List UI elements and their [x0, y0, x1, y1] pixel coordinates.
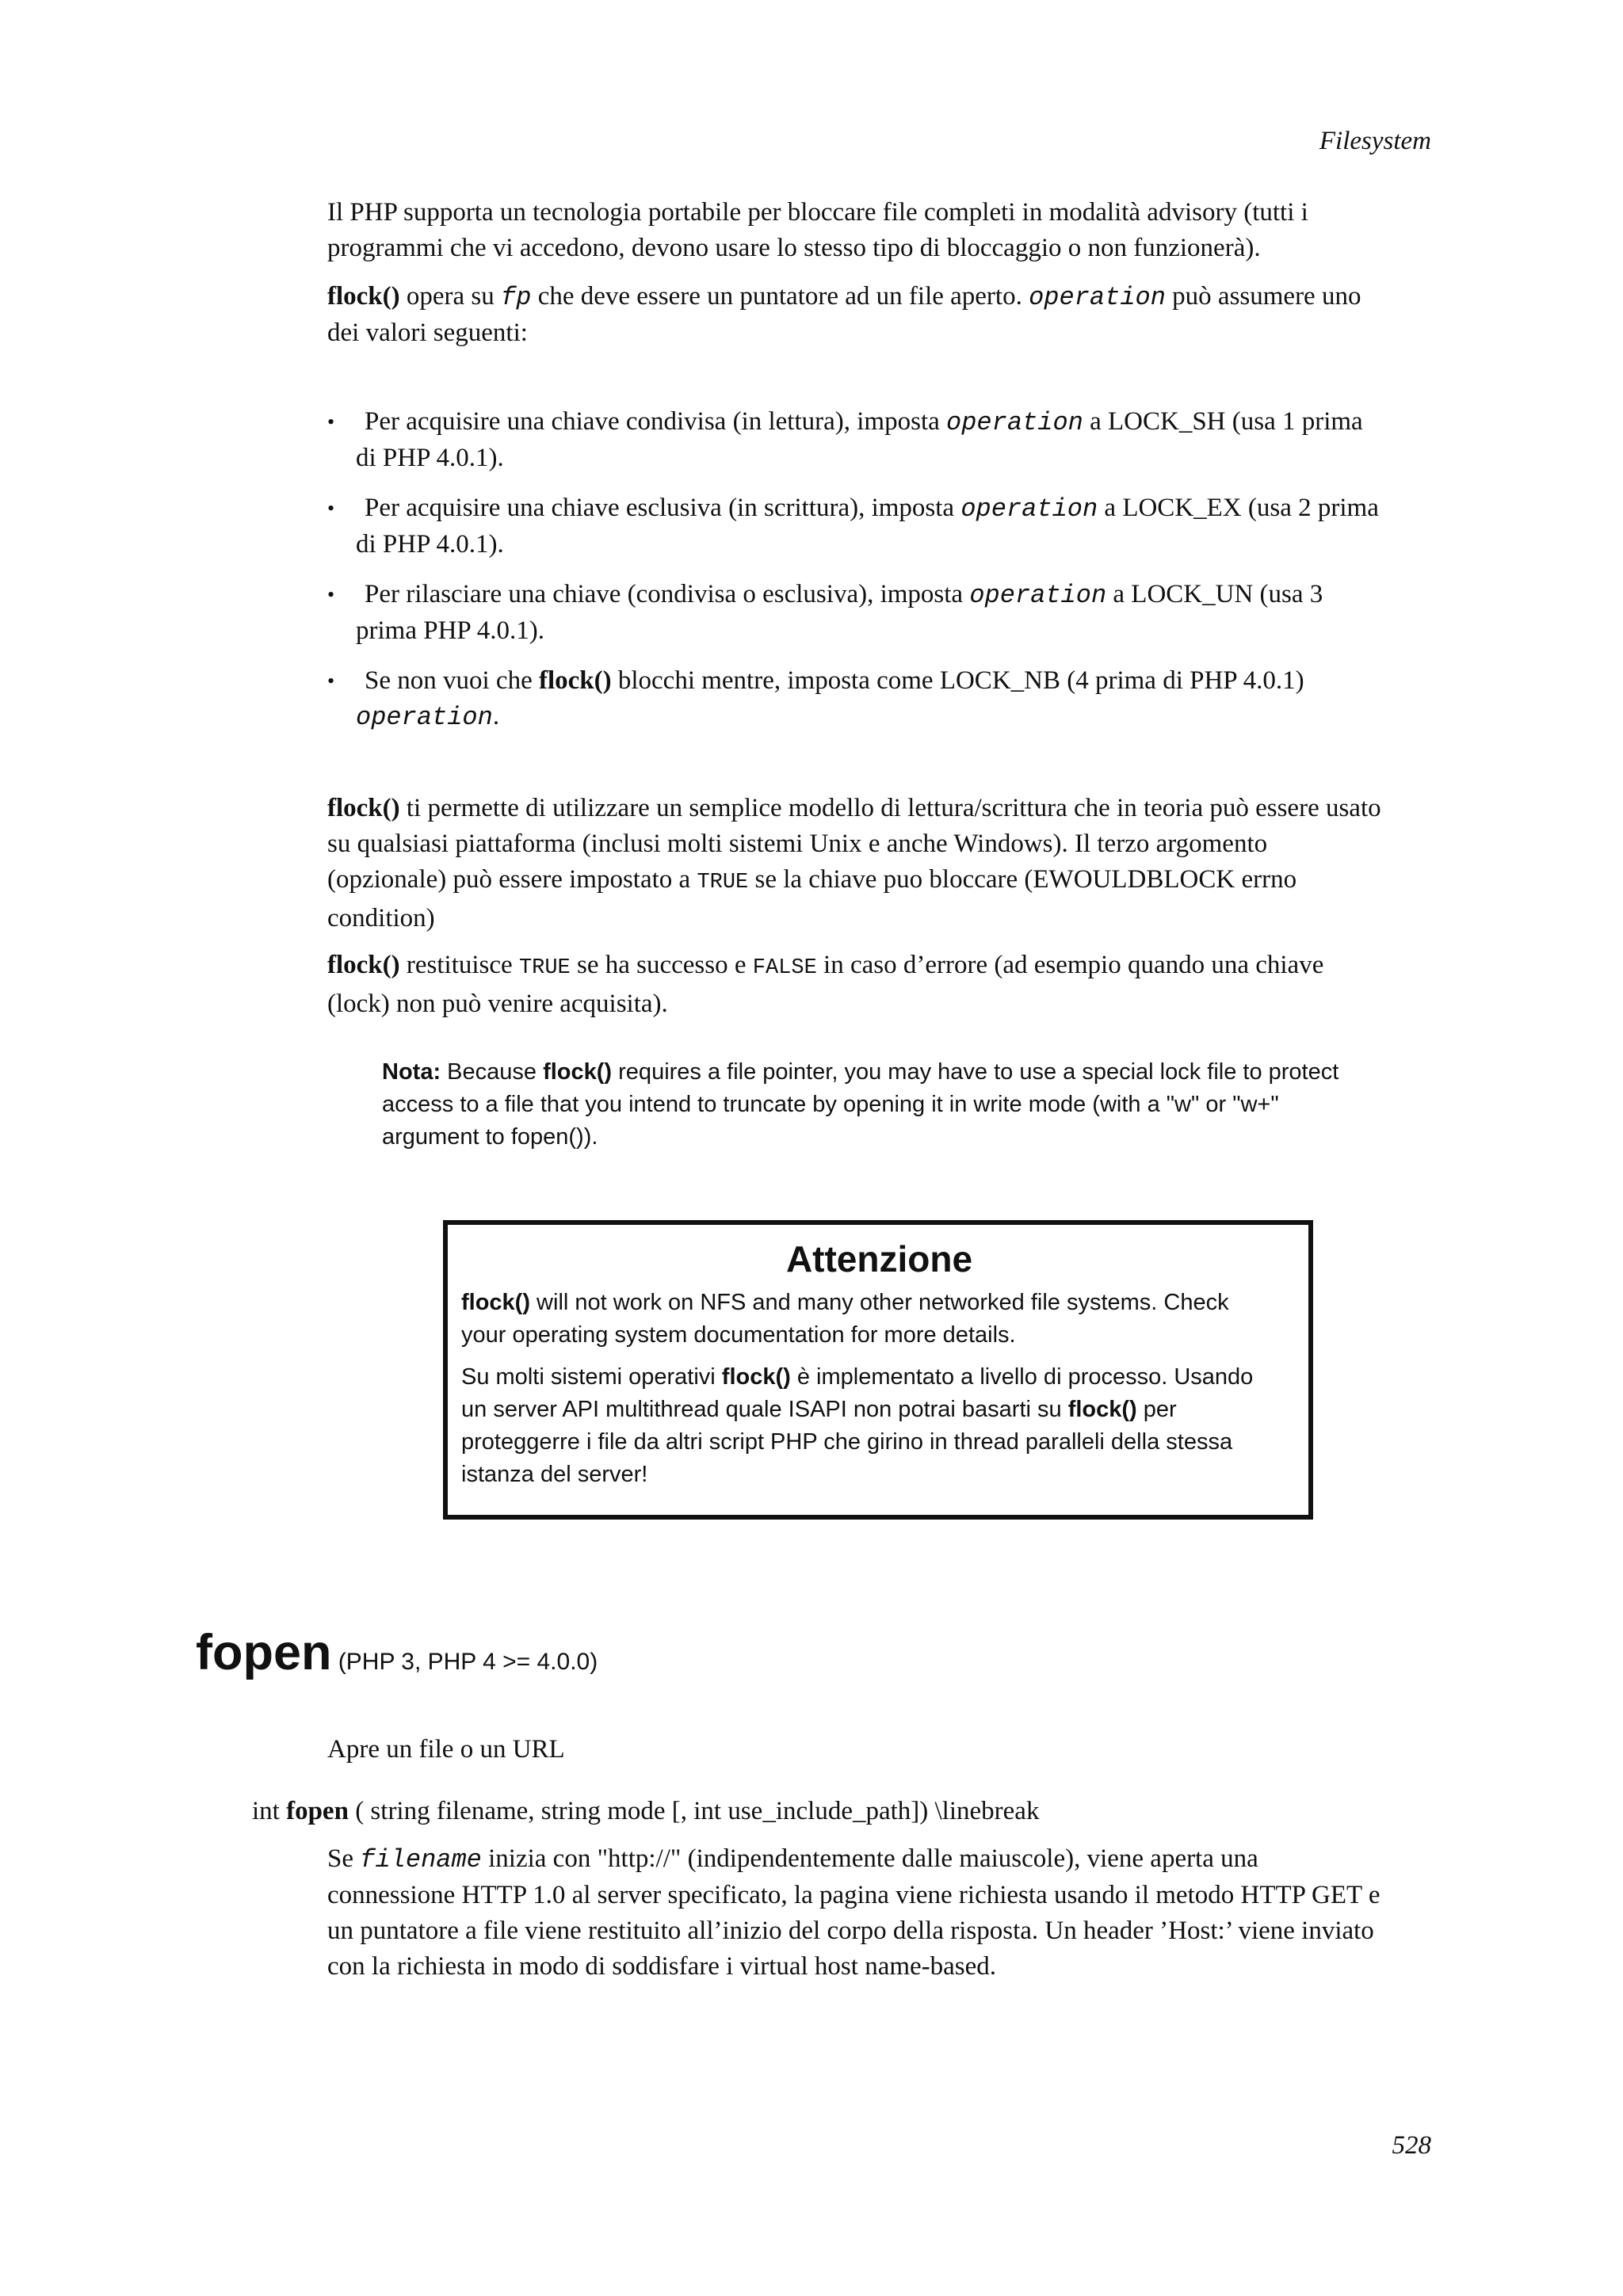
text-run: connessione HTTP 1.0 al server specificato, la pagina viene richiesta usando il metodo HTTP GET e [327, 1881, 1381, 1909]
constant-name: TRUE [697, 871, 749, 894]
operation-paragraph [327, 279, 1437, 351]
text-run: (opzionale) può essere impostato a [327, 865, 697, 894]
function-name: flock() [1067, 1397, 1137, 1422]
text-run: prima PHP 4.0.1). [356, 616, 545, 645]
text-run: su qualsiasi piattaforma (inclusi molti sistemi Unix e anche Windows). Il terzo argomento [327, 830, 1268, 858]
text-run: con la richiesta in modo di soddisfare i virtual host name-based. [327, 1952, 997, 1981]
text-run: Su molti sistemi operativi [461, 1364, 722, 1390]
text-run: che deve essere un puntatore ad un file aperto. [531, 282, 1029, 311]
operation-values-list [327, 404, 1445, 749]
text-run: a LOCK_UN (usa 3 [1106, 580, 1323, 608]
text-run: access to a file that you intend to truncate by opening it in write mode (with a "w" or "w+" [382, 1092, 1279, 1117]
constant-name: FALSE [752, 956, 817, 980]
bullet-marker: • [327, 583, 335, 606]
list-item [327, 663, 1445, 735]
constant-name: TRUE [518, 956, 571, 980]
page-number: 528 [1392, 2131, 1431, 2160]
bullet-marker: • [327, 497, 335, 520]
note-label: Nota: [382, 1059, 441, 1085]
function-title: fopen [196, 1625, 332, 1680]
text-run: Per rilasciare una chiave (condivisa o esclusiva), imposta [365, 580, 970, 608]
text-run: inizia con "http://" (indipendentemente dalle maiuscole), viene aperta una [481, 1844, 1258, 1873]
text-run: requires a file pointer, you may have to use a special lock file to protect [612, 1059, 1339, 1085]
text-run: will not work on NFS and many other networked file systems. Check [530, 1290, 1229, 1315]
bullet-marker: • [327, 669, 335, 692]
list-item [327, 490, 1445, 563]
text-run: è implementato a livello di processo. Usando [790, 1364, 1254, 1390]
intro-paragraph [327, 195, 1437, 266]
warning-title: Attenzione [785, 1238, 973, 1280]
parameter-name: operation [1029, 283, 1166, 312]
text-run: your operating system documentation for more details. [461, 1322, 1016, 1348]
function-name: flock() [538, 666, 612, 695]
text-run: (lock) non può venire acquisita). [327, 990, 668, 1018]
text-run: Per acquisire una chiave esclusiva (in scrittura), imposta [365, 494, 961, 522]
text-run: condition) [327, 904, 435, 933]
note-block [382, 1056, 1436, 1154]
text-run: blocchi mentre, imposta come LOCK_NB (4 prima di PHP 4.0.1) [611, 666, 1304, 695]
list-item [327, 404, 1445, 476]
function-name: flock() [327, 282, 400, 311]
text-run: argument to fopen()). [382, 1124, 598, 1150]
intro-line: Il PHP supporta un tecnologia portabile per bloccare file completi in modalità advisory (tutti i [327, 198, 1308, 227]
list-item [327, 577, 1445, 649]
usage-paragraph [327, 791, 1437, 936]
text-run: ti permette di utilizzare un semplice modello di lettura/scrittura che in teoria può essere usato [399, 794, 1381, 822]
function-name: flock() [721, 1364, 791, 1390]
text-run: Because [441, 1059, 544, 1085]
warning-box [443, 1220, 1313, 1520]
text-run: . [492, 702, 500, 730]
text-run: Se [327, 1844, 361, 1873]
text-run: può assumere uno [1165, 282, 1361, 311]
function-synopsis [252, 1797, 1039, 1826]
function-heading [196, 1624, 598, 1681]
function-versions: (PHP 3, PHP 4 >= 4.0.0) [331, 1649, 598, 1675]
text-run: istanza del server! [461, 1462, 648, 1487]
text-run: opera su [399, 282, 502, 311]
text-run: se ha successo e [570, 951, 753, 979]
parameter-name: operation [960, 494, 1098, 524]
text-run: Se non vuoi che [365, 666, 539, 695]
parameter-name: operation [969, 581, 1107, 610]
text-run: per [1136, 1397, 1177, 1422]
text-run: restituisce [399, 951, 519, 979]
parameter-name: operation [356, 703, 493, 732]
function-name: flock() [543, 1059, 613, 1085]
text-run: un server API multithread quale ISAPI non potrai basarti su [461, 1397, 1068, 1422]
function-description: Apre un file o un URL [327, 1735, 565, 1764]
function-name: flock() [327, 951, 400, 979]
text-run: a LOCK_SH (usa 1 prima [1083, 407, 1363, 436]
running-header: Filesystem [1319, 127, 1431, 155]
warning-paragraph [461, 1361, 1297, 1491]
text-run: a LOCK_EX (usa 2 prima [1098, 494, 1379, 522]
text-run: int [252, 1797, 287, 1825]
warning-paragraph [461, 1287, 1297, 1352]
function-name: flock() [327, 794, 400, 822]
parameter-name: fp [501, 283, 532, 312]
text-run: Per acquisire una chiave condivisa (in lettura), imposta [365, 407, 947, 436]
text-run: di PHP 4.0.1). [356, 444, 504, 472]
text-run: dei valori seguenti: [327, 318, 528, 347]
intro-line: programmi che vi accedono, devono usare lo stesso tipo di bloccaggio o non funzionerà). [327, 234, 1261, 262]
text-run: se la chiave puo bloccare (EWOULDBLOCK errno [748, 865, 1297, 894]
text-run: un puntatore a file viene restituito all’inizio del corpo della risposta. Un header ’Host:’ viene inviato [327, 1917, 1374, 1945]
text-run: proteggerre i file da altri script PHP che girino in thread paralleli della stessa [461, 1429, 1233, 1455]
fopen-paragraph [327, 1841, 1437, 1985]
bullet-marker: • [327, 410, 335, 433]
text-run: di PHP 4.0.1). [356, 530, 504, 559]
function-name: fopen [286, 1797, 349, 1825]
text-run: in caso d’errore (ad esempio quando una chiave [816, 951, 1324, 979]
parameter-name: filename [360, 1845, 482, 1875]
return-value-paragraph [327, 948, 1437, 1022]
text-run: ( string filename, string mode [, int use_include_path]) \linebreak [348, 1797, 1040, 1825]
parameter-name: operation [946, 408, 1083, 437]
function-name: flock() [461, 1290, 530, 1315]
